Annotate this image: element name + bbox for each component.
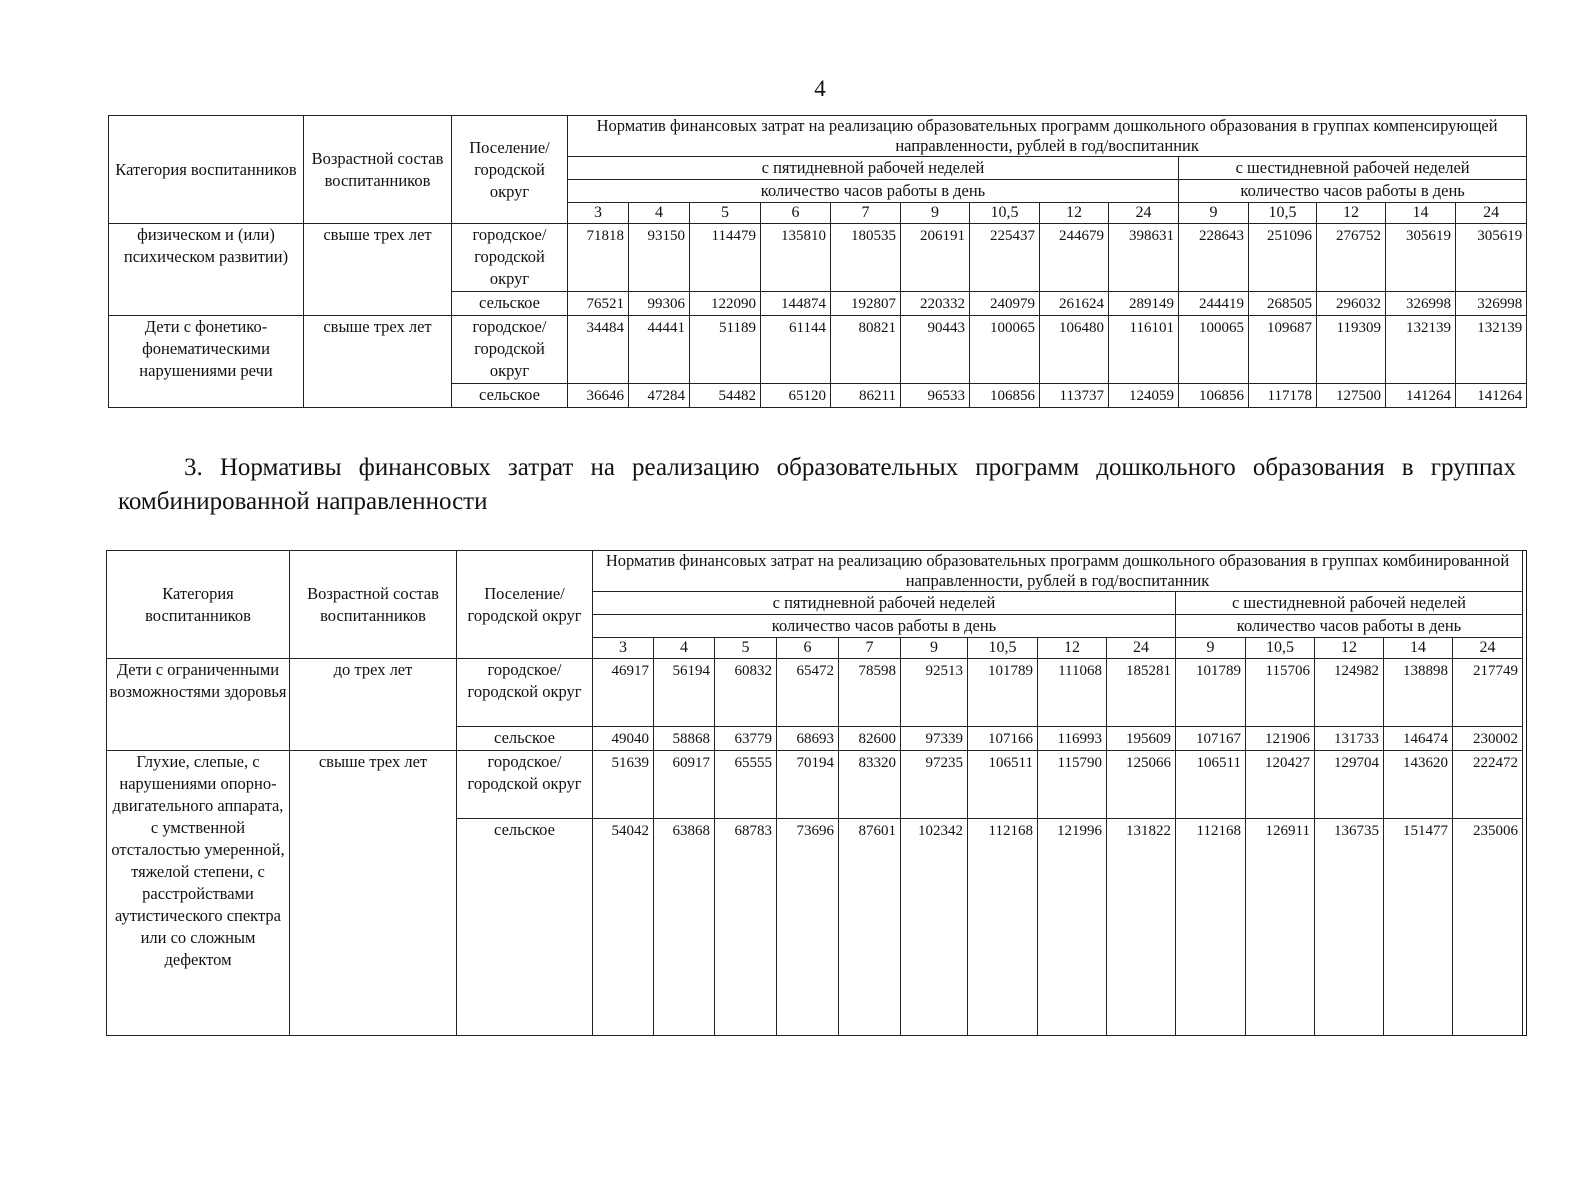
value-cell: 220332 <box>901 292 970 316</box>
six-day-header: с шестидневной рабочей неделей <box>1179 157 1527 180</box>
hours-five-header: количество часов работы в день <box>593 615 1176 638</box>
category-cell: Дети с фонетико-фонематическими нарушениями речи <box>109 316 304 408</box>
hours-cell: 24 <box>1453 638 1523 659</box>
value-cell: 135810 <box>761 224 831 292</box>
value-cell: 46917 <box>593 659 654 727</box>
value-cell: 131822 <box>1107 819 1176 1036</box>
value-cell: 251096 <box>1249 224 1317 292</box>
value-cell: 146474 <box>1384 727 1453 751</box>
value-cell: 117178 <box>1249 384 1317 408</box>
value-cell: 99306 <box>629 292 690 316</box>
category-header: Категория воспитанников <box>109 116 304 224</box>
value-cell: 82600 <box>839 727 901 751</box>
table-body <box>107 551 1527 1036</box>
value-cell: 126911 <box>1246 819 1315 1036</box>
value-cell: 34484 <box>568 316 629 384</box>
value-cell: 107166 <box>968 727 1038 751</box>
value-cell: 76521 <box>568 292 629 316</box>
table-row <box>109 316 1527 384</box>
value-cell: 106480 <box>1040 316 1109 384</box>
value-cell: 92513 <box>901 659 968 727</box>
hours-cell: 7 <box>839 638 901 659</box>
value-cell: 225437 <box>970 224 1040 292</box>
value-cell: 121996 <box>1038 819 1107 1036</box>
value-cell: 63779 <box>715 727 777 751</box>
value-cell: 101789 <box>968 659 1038 727</box>
settlement-cell: городское/ городской округ <box>457 659 593 727</box>
six-day-header: с шестидневной рабочей неделей <box>1176 592 1523 615</box>
value-cell: 143620 <box>1384 751 1453 819</box>
settlement-cell: городское/ городской округ <box>452 224 568 292</box>
value-cell: 112168 <box>1176 819 1246 1036</box>
value-cell: 65555 <box>715 751 777 819</box>
table-body <box>109 116 1527 408</box>
hours-cell: 24 <box>1109 203 1179 224</box>
norm-header: Норматив финансовых затрат на реализацию образовательных программ дошкольного образования в группах компенсирующей направленности, рублей в год/воспитанник <box>568 116 1527 157</box>
section-heading <box>118 451 1516 519</box>
section-title: Нормативы финансовых затрат на реализацию образовательных программ дошкольного образования в группах комбинированной направленности <box>118 454 1517 515</box>
value-cell: 276752 <box>1317 224 1386 292</box>
value-cell: 56194 <box>654 659 715 727</box>
age-cell: свыше трех лет <box>304 224 452 316</box>
hours-cell: 10,5 <box>1249 203 1317 224</box>
value-cell: 235006 <box>1453 819 1523 1036</box>
value-cell: 102342 <box>901 819 968 1036</box>
hours-cell: 9 <box>901 638 968 659</box>
five-day-header: с пятидневной рабочей неделей <box>568 157 1179 180</box>
value-cell: 326998 <box>1386 292 1456 316</box>
combined-groups-table <box>106 550 1527 1036</box>
hours-cell: 7 <box>831 203 901 224</box>
value-cell: 119309 <box>1317 316 1386 384</box>
value-cell: 86211 <box>831 384 901 408</box>
value-cell: 83320 <box>839 751 901 819</box>
settlement-cell: городское/ городской округ <box>457 751 593 819</box>
value-cell: 141264 <box>1386 384 1456 408</box>
value-cell: 106511 <box>968 751 1038 819</box>
age-header: Возрастной состав воспитанников <box>290 551 457 659</box>
age-cell: до трех лет <box>290 659 457 751</box>
value-cell: 244419 <box>1179 292 1249 316</box>
value-cell: 112168 <box>968 819 1038 1036</box>
value-cell: 106511 <box>1176 751 1246 819</box>
value-cell: 71818 <box>568 224 629 292</box>
hours-cell: 9 <box>1179 203 1249 224</box>
value-cell: 87601 <box>839 819 901 1036</box>
value-cell: 114479 <box>690 224 761 292</box>
value-cell: 65472 <box>777 659 839 727</box>
value-cell: 115790 <box>1038 751 1107 819</box>
value-cell: 144874 <box>761 292 831 316</box>
page-number: 4 <box>814 76 826 101</box>
category-cell: Дети с ограниченными возможностями здоровья <box>107 659 290 751</box>
compensating-groups-table <box>108 115 1527 408</box>
value-cell: 125066 <box>1107 751 1176 819</box>
value-cell: 116993 <box>1038 727 1107 751</box>
value-cell: 141264 <box>1456 384 1527 408</box>
value-cell: 73696 <box>777 819 839 1036</box>
value-cell: 185281 <box>1107 659 1176 727</box>
value-cell: 222472 <box>1453 751 1523 819</box>
value-cell: 111068 <box>1038 659 1107 727</box>
norm-header: Норматив финансовых затрат на реализацию образовательных программ дошкольного образования в группах комбинированной направленности, рублей в год/воспитанник <box>593 551 1523 592</box>
value-cell: 129704 <box>1315 751 1384 819</box>
hours-cell: 9 <box>1176 638 1246 659</box>
value-cell: 180535 <box>831 224 901 292</box>
value-cell: 44441 <box>629 316 690 384</box>
value-cell: 51189 <box>690 316 761 384</box>
value-cell: 47284 <box>629 384 690 408</box>
category-cell: Глухие, слепые, с нарушениями опорно-двигательного аппарата, с умственной отсталостью умеренной, тяжелой степени, с расстройствами аутистического спектра или со сложным дефектом <box>107 751 290 1036</box>
hours-cell: 3 <box>593 638 654 659</box>
value-cell: 113737 <box>1040 384 1109 408</box>
value-cell: 54042 <box>593 819 654 1036</box>
age-cell: свыше трех лет <box>290 751 457 1036</box>
value-cell: 51639 <box>593 751 654 819</box>
category-cell: физическом и (или) психическом развитии) <box>109 224 304 316</box>
value-cell: 36646 <box>568 384 629 408</box>
hours-cell: 5 <box>715 638 777 659</box>
value-cell: 217749 <box>1453 659 1523 727</box>
value-cell: 398631 <box>1109 224 1179 292</box>
hours-cell: 9 <box>901 203 970 224</box>
section-number: 3. <box>184 454 203 481</box>
five-day-header: с пятидневной рабочей неделей <box>593 592 1176 615</box>
hours-cell: 4 <box>654 638 715 659</box>
value-cell: 127500 <box>1317 384 1386 408</box>
value-cell: 124059 <box>1109 384 1179 408</box>
settlement-cell: сельское <box>452 384 568 408</box>
category-header: Категория воспитанников <box>107 551 290 659</box>
value-cell: 326998 <box>1456 292 1527 316</box>
value-cell: 132139 <box>1456 316 1527 384</box>
hours-cell: 6 <box>761 203 831 224</box>
value-cell: 240979 <box>970 292 1040 316</box>
hours-cell: 24 <box>1456 203 1527 224</box>
value-cell: 228643 <box>1179 224 1249 292</box>
value-cell: 65120 <box>761 384 831 408</box>
value-cell: 58868 <box>654 727 715 751</box>
value-cell: 136735 <box>1315 819 1384 1036</box>
value-cell: 151477 <box>1384 819 1453 1036</box>
hours-six-header: количество часов работы в день <box>1179 180 1527 203</box>
value-cell: 90443 <box>901 316 970 384</box>
value-cell: 109687 <box>1249 316 1317 384</box>
value-cell: 244679 <box>1040 224 1109 292</box>
value-cell: 206191 <box>901 224 970 292</box>
hours-cell: 24 <box>1107 638 1176 659</box>
table-row <box>107 659 1527 727</box>
hours-cell: 5 <box>690 203 761 224</box>
settlement-cell: сельское <box>457 727 593 751</box>
table-row <box>109 224 1527 292</box>
value-cell: 305619 <box>1456 224 1527 292</box>
value-cell: 101789 <box>1176 659 1246 727</box>
value-cell: 97339 <box>901 727 968 751</box>
hours-cell: 14 <box>1386 203 1456 224</box>
settlement-header: Поселение/ городской округ <box>457 551 593 659</box>
hours-cell: 12 <box>1317 203 1386 224</box>
value-cell: 120427 <box>1246 751 1315 819</box>
hours-cell: 12 <box>1040 203 1109 224</box>
hours-cell: 12 <box>1038 638 1107 659</box>
hours-cell: 10,5 <box>968 638 1038 659</box>
value-cell: 261624 <box>1040 292 1109 316</box>
value-cell: 63868 <box>654 819 715 1036</box>
hours-cell: 6 <box>777 638 839 659</box>
value-cell: 192807 <box>831 292 901 316</box>
value-cell: 115706 <box>1246 659 1315 727</box>
value-cell: 296032 <box>1317 292 1386 316</box>
value-cell: 121906 <box>1246 727 1315 751</box>
value-cell: 116101 <box>1109 316 1179 384</box>
value-cell: 93150 <box>629 224 690 292</box>
settlement-cell: сельское <box>457 819 593 1036</box>
settlement-cell: городское/ городской округ <box>452 316 568 384</box>
value-cell: 70194 <box>777 751 839 819</box>
value-cell: 49040 <box>593 727 654 751</box>
age-header: Возрастной состав воспитанников <box>304 116 452 224</box>
value-cell: 230002 <box>1453 727 1523 751</box>
value-cell: 289149 <box>1109 292 1179 316</box>
settlement-cell: сельское <box>452 292 568 316</box>
value-cell: 305619 <box>1386 224 1456 292</box>
hours-cell: 14 <box>1384 638 1453 659</box>
settlement-header: Поселение/ городской округ <box>452 116 568 224</box>
hours-cell: 12 <box>1315 638 1384 659</box>
value-cell: 68783 <box>715 819 777 1036</box>
hours-cell: 10,5 <box>970 203 1040 224</box>
value-cell: 131733 <box>1315 727 1384 751</box>
hours-cell: 3 <box>568 203 629 224</box>
value-cell: 100065 <box>1179 316 1249 384</box>
value-cell: 78598 <box>839 659 901 727</box>
value-cell: 61144 <box>761 316 831 384</box>
value-cell: 80821 <box>831 316 901 384</box>
hours-six-header: количество часов работы в день <box>1176 615 1523 638</box>
value-cell: 60917 <box>654 751 715 819</box>
hours-cell: 4 <box>629 203 690 224</box>
value-cell: 132139 <box>1386 316 1456 384</box>
value-cell: 100065 <box>970 316 1040 384</box>
value-cell: 96533 <box>901 384 970 408</box>
value-cell: 97235 <box>901 751 968 819</box>
value-cell: 106856 <box>970 384 1040 408</box>
hours-cell: 10,5 <box>1246 638 1315 659</box>
value-cell: 268505 <box>1249 292 1317 316</box>
value-cell: 124982 <box>1315 659 1384 727</box>
hours-five-header: количество часов работы в день <box>568 180 1179 203</box>
value-cell: 138898 <box>1384 659 1453 727</box>
value-cell: 107167 <box>1176 727 1246 751</box>
table-row <box>107 751 1527 819</box>
value-cell: 195609 <box>1107 727 1176 751</box>
age-cell: свыше трех лет <box>304 316 452 408</box>
value-cell: 54482 <box>690 384 761 408</box>
value-cell: 68693 <box>777 727 839 751</box>
value-cell: 122090 <box>690 292 761 316</box>
value-cell: 106856 <box>1179 384 1249 408</box>
value-cell: 60832 <box>715 659 777 727</box>
